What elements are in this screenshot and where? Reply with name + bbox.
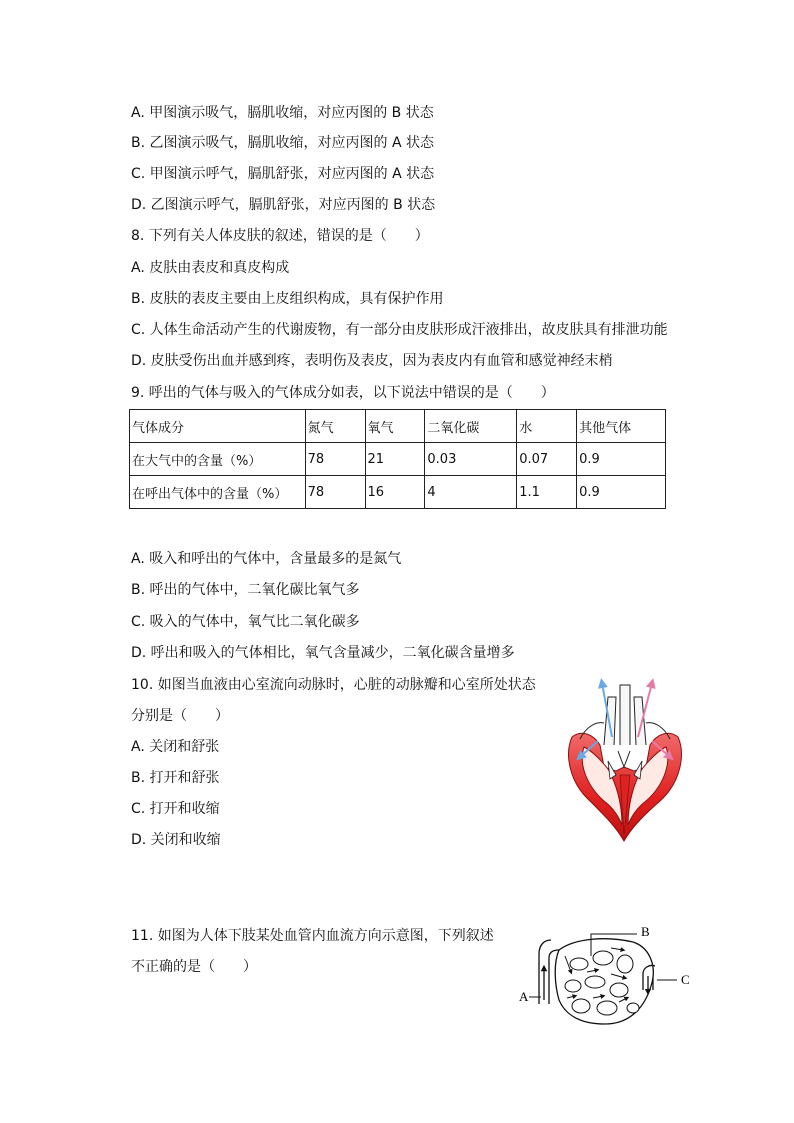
- q7-option-b: B. 乙图演示吸气，膈肌收缩，对应丙图的 A 状态: [131, 135, 434, 151]
- q9-option-c: C. 吸入的气体中，氧气比二氧化碳多: [131, 614, 360, 630]
- table-cell: 0.9: [577, 476, 666, 509]
- table-cell: 在大气中的含量（%）: [130, 443, 306, 476]
- q8-option-c: C. 人体生命活动产生的代谢废物，有一部分由皮肤形成汗液排出，故皮肤具有排泄功能: [131, 322, 668, 338]
- table-cell: 0.9: [577, 443, 666, 476]
- gas-composition-table: [129, 409, 666, 509]
- q11-stem-line2: 不正确的是（ ）: [131, 959, 257, 975]
- q9-option-d: D. 呼出和吸入的气体相比，氧气含量减少，二氧化碳含量增多: [131, 645, 515, 661]
- label-b: B: [641, 924, 650, 939]
- q9-option-b: B. 呼出的气体中，二氧化碳比氧气多: [131, 582, 360, 598]
- q7-option-c: C. 甲图演示呼气，膈肌舒张，对应丙图的 A 状态: [131, 166, 435, 182]
- q10-option-a: A. 关闭和舒张: [131, 739, 220, 755]
- q10-stem-line2: 分别是（ ）: [131, 708, 229, 724]
- table-header-row: [130, 410, 666, 443]
- table-cell: 水: [517, 410, 577, 443]
- q9-stem: 9. 呼出的气体与吸入的气体成分如表，以下说法中错误的是（ ）: [131, 385, 555, 401]
- q10-option-d: D. 关闭和收缩: [131, 832, 221, 848]
- table-cell: 气体成分: [130, 410, 306, 443]
- heart-diagram: [560, 675, 690, 845]
- q8-option-a: A. 皮肤由表皮和真皮构成: [131, 260, 290, 276]
- q10-option-c: C. 打开和收缩: [131, 801, 220, 817]
- table-cell: 氮气: [305, 410, 365, 443]
- table-cell: 78: [305, 443, 365, 476]
- table-cell: 0.03: [425, 443, 517, 476]
- q10-stem-line1: 10. 如图当血液由心室流向动脉时，心脏的动脉瓣和心室所处状态: [131, 677, 536, 693]
- table-cell: 在呼出气体中的含量（%）: [130, 476, 306, 509]
- table-cell: 16: [365, 476, 425, 509]
- q8-option-b: B. 皮肤的表皮主要由上皮组织构成，具有保护作用: [131, 291, 444, 307]
- table-row: [130, 443, 666, 476]
- table-cell: 0.07: [517, 443, 577, 476]
- table-cell: 1.1: [517, 476, 577, 509]
- table-cell: 氧气: [365, 410, 425, 443]
- q10-option-b: B. 打开和舒张: [131, 770, 220, 786]
- capillary-network-diagram: [515, 920, 695, 1030]
- q8-option-d: D. 皮肤受伤出血并感到疼，表明伤及表皮，因为表皮内有血管和感觉神经末梢: [131, 353, 613, 369]
- table-cell: 78: [305, 476, 365, 509]
- q8-stem: 8. 下列有关人体皮肤的叙述，错误的是（ ）: [131, 228, 429, 244]
- label-c: C: [681, 972, 690, 987]
- table-cell: 21: [365, 443, 425, 476]
- table-cell: 二氧化碳: [425, 410, 517, 443]
- q9-option-a: A. 吸入和呼出的气体中，含量最多的是氮气: [131, 551, 402, 567]
- q7-option-a: A. 甲图演示吸气，膈肌收缩，对应丙图的 B 状态: [131, 105, 434, 121]
- table-cell: 4: [425, 476, 517, 509]
- q7-option-d: D. 乙图演示呼气，膈肌舒张，对应丙图的 B 状态: [131, 197, 436, 213]
- label-a: A: [519, 989, 529, 1004]
- q11-stem-line1: 11. 如图为人体下肢某处血管内血流方向示意图，下列叙述: [131, 928, 494, 944]
- table-row: [130, 476, 666, 509]
- table-cell: 其他气体: [577, 410, 666, 443]
